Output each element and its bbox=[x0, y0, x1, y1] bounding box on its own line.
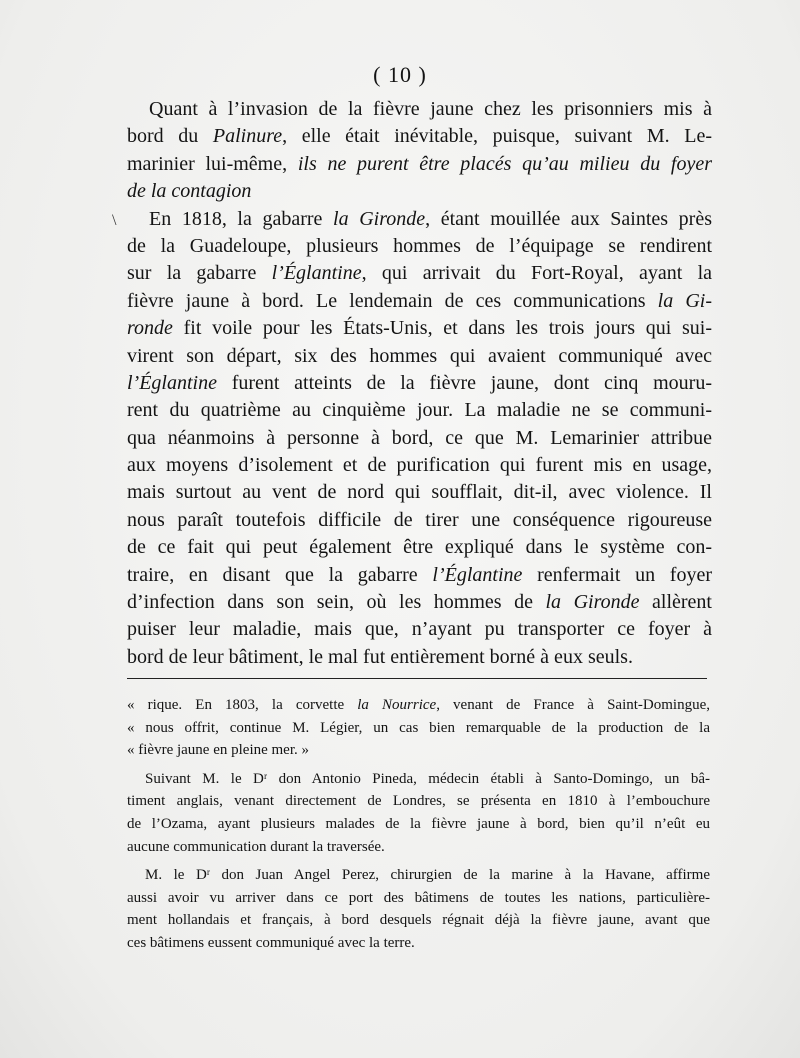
text-line bbox=[127, 589, 712, 616]
text-span: furent atteints de la fièvre jaune, dont cinq mouru- bbox=[216, 371, 712, 394]
text-span: mais surtout au vent de nord qui soufflait, dit-il, avec violence. Il bbox=[127, 481, 712, 504]
italic-text: l’Églantine bbox=[127, 371, 217, 394]
text-span: En 1818, la gabarre bbox=[149, 207, 334, 230]
text-span: rent du quatrième au cinquième jour. La maladie ne se communi- bbox=[127, 399, 712, 422]
footnote-line bbox=[127, 932, 710, 955]
footnote-line bbox=[127, 768, 710, 791]
text-line bbox=[127, 644, 712, 671]
text-span: ment hollandais et français, à bord desquels régnait déjà la fièvre jaune, avant que bbox=[127, 912, 710, 929]
text-span: fit voile pour les États-Unis, et dans les trois jours qui sui- bbox=[172, 317, 712, 340]
text-span: aux moyens d’isolement et de purification qui furent mis en usage, bbox=[127, 454, 712, 477]
text-span: , étant mouillée aux Saintes près bbox=[425, 207, 712, 230]
margin-mark: \ bbox=[112, 212, 117, 229]
main-text bbox=[127, 96, 712, 671]
text-span: nous paraît toutefois difficile de tirer une conséquence rigoureuse bbox=[127, 508, 712, 531]
footnote-line bbox=[127, 836, 710, 859]
italic-text: Palinure bbox=[212, 125, 283, 148]
text-span: ces bâtimens eussent communiqué avec la terre. bbox=[127, 934, 415, 951]
footnote-line bbox=[127, 887, 710, 910]
text-span: fièvre jaune à bord. Le lendemain de ces communications bbox=[127, 289, 658, 312]
footnotes bbox=[127, 694, 710, 955]
footnote-line bbox=[127, 864, 710, 887]
text-line bbox=[127, 562, 712, 589]
text-span: bord de leur bâtiment, le mal fut entièrement borné à eux seuls. bbox=[127, 645, 633, 668]
text-line bbox=[127, 206, 712, 233]
text-line bbox=[127, 370, 712, 397]
text-span: , elle était inévitable, puisque, suivant M. Le- bbox=[282, 125, 712, 148]
text-line bbox=[127, 96, 712, 123]
text-line bbox=[127, 452, 712, 479]
footnote-line bbox=[127, 739, 710, 762]
text-span: de l’Ozama, ayant plusieurs malades de la fièvre jaune à bord, bien qu’il n’eût eu bbox=[127, 815, 710, 832]
italic-text: ils ne purent être placés qu’au milieu du foyer bbox=[297, 152, 713, 175]
text-span: , qui arrivait du Fort-Royal, ayant la bbox=[361, 262, 713, 285]
text-line bbox=[127, 425, 712, 452]
text-span: d’infection dans son sein, où les hommes de bbox=[127, 591, 546, 614]
text-span: renfermait un foyer bbox=[522, 563, 712, 586]
text-span: marinier lui-même, bbox=[127, 152, 298, 175]
text-span: allèrent bbox=[639, 591, 712, 614]
italic-text: l’Églantine bbox=[271, 262, 362, 285]
footnote-line bbox=[127, 694, 710, 717]
text-span: qua néanmoins à personne à bord, ce que M. Lemarinier attribue bbox=[127, 426, 712, 449]
text-span: de ce fait qui peut également être expliqué dans le système con- bbox=[127, 536, 712, 559]
text-span: timent anglais, venant directement de Londres, se présenta en 1810 à l’embouchure bbox=[127, 793, 710, 810]
page-number: ( 10 ) bbox=[373, 62, 427, 87]
footnote-line bbox=[127, 813, 710, 836]
text-line bbox=[127, 479, 712, 506]
italic-text: la Nourrice bbox=[357, 697, 437, 713]
text-span: sur la gabarre bbox=[127, 262, 272, 285]
text-line bbox=[127, 534, 712, 561]
italic-text: la Gironde bbox=[545, 591, 640, 614]
italic-text: la Gironde bbox=[333, 207, 426, 230]
text-span: « fièvre jaune en pleine mer. » bbox=[127, 742, 310, 759]
italic-text: la Gi- bbox=[657, 289, 713, 312]
text-span: de la Guadeloupe, plusieurs hommes de l’équipage se rendirent bbox=[127, 234, 712, 257]
text-line bbox=[127, 507, 712, 534]
text-span: virent son départ, six des hommes qui avaient communiqué avec bbox=[127, 344, 712, 367]
text-span: M. le Dʳ don Juan Angel Perez, chirurgien de la marine à la Havane, affirme bbox=[145, 867, 710, 884]
text-span: « rique. En 1803, la corvette bbox=[127, 697, 358, 713]
text-span: traire, en disant que la gabarre bbox=[127, 563, 433, 586]
text-line bbox=[127, 288, 712, 315]
text-span: aucune communication durant la traversée. bbox=[127, 838, 385, 855]
footnote-line bbox=[127, 717, 710, 740]
text-line bbox=[127, 397, 712, 424]
text-line bbox=[127, 260, 712, 287]
text-span: bord du bbox=[127, 125, 213, 148]
text-line bbox=[127, 233, 712, 260]
text-line bbox=[127, 178, 712, 205]
text-span: , venant de France à Saint-Domingue, bbox=[436, 697, 710, 713]
footnote-line bbox=[127, 790, 710, 813]
italic-text: l’Églantine bbox=[432, 563, 523, 586]
text-line bbox=[127, 151, 712, 178]
text-line bbox=[127, 315, 712, 342]
text-span: aussi avoir vu arriver dans ce port des bâtimens de toutes les nations, particulière- bbox=[127, 889, 710, 906]
text-line bbox=[127, 616, 712, 643]
italic-text: ronde bbox=[127, 317, 173, 340]
footnote-line bbox=[127, 909, 710, 932]
italic-text: de la contagion bbox=[127, 180, 252, 203]
text-span: Suivant M. le Dʳ don Antonio Pineda, médecin établi à Santo-Domingo, un bâ- bbox=[145, 770, 710, 787]
text-span: « nous offrit, continue M. Légier, un cas bien remarquable de la production de la bbox=[127, 719, 710, 736]
text-span: puiser leur maladie, mais que, n’ayant pu transporter ce foyer à bbox=[127, 618, 712, 641]
text-line bbox=[127, 123, 712, 150]
text-span: Quant à l’invasion de la fièvre jaune chez les prisonniers mis à bbox=[149, 98, 712, 120]
text-line bbox=[127, 343, 712, 370]
footnote-rule bbox=[127, 678, 707, 679]
